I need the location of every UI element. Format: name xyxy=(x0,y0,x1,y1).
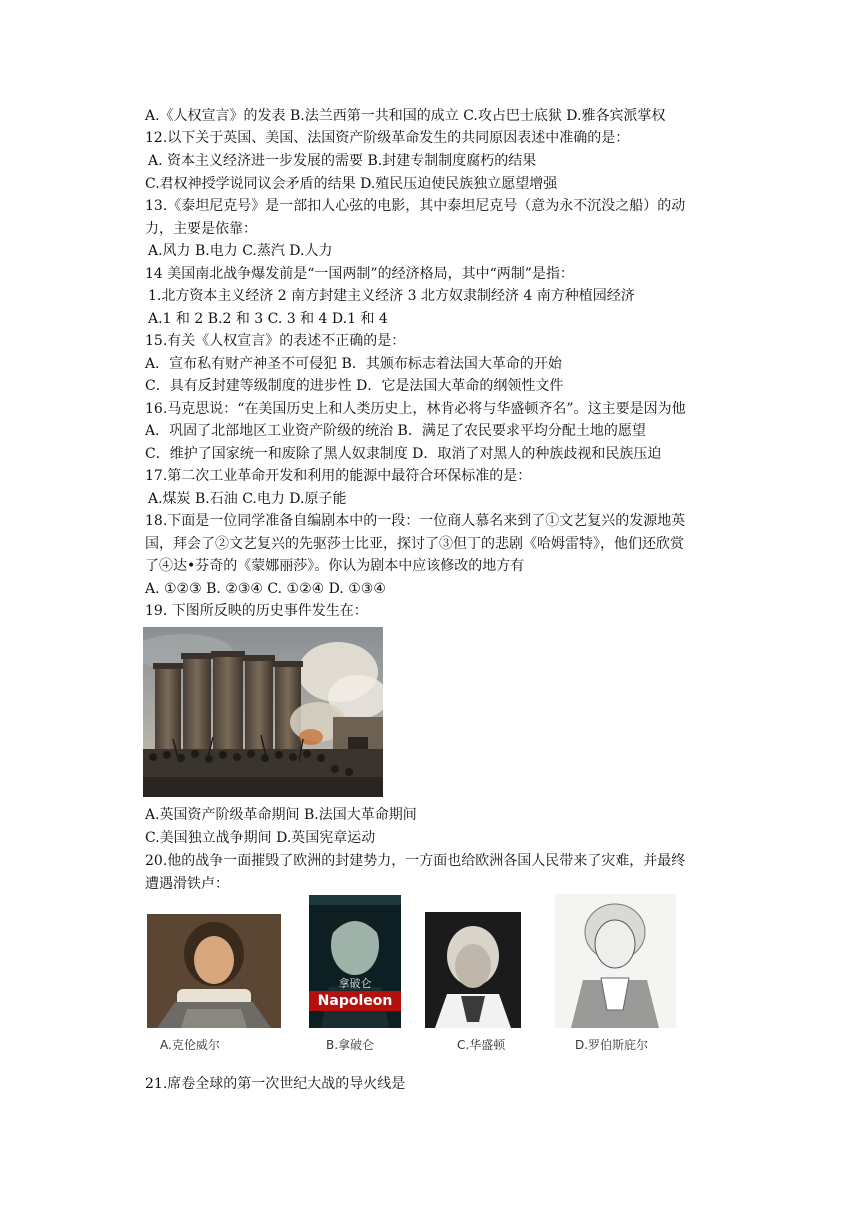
question-20: 20.他的战争一面摧毁了欧洲的封建势力，一方面也给欧洲各国人民带来了灾难，并最终 xyxy=(145,853,686,869)
statements-q14: 1.北方资本主义经济 2 南方封建主义经济 3 北方奴隶制经济 4 南方种植园经济 xyxy=(148,288,635,304)
option-line-q11: A.《人权宣言》的发表 B.法兰西第一共和国的成立 C.攻占巴士底狱 D.雅各宾派掌权 xyxy=(145,108,666,124)
portrait-cromwell xyxy=(147,914,281,1028)
portrait-napoleon xyxy=(309,895,401,1028)
caption-cromwell: A.克伦威尔 xyxy=(160,1038,220,1052)
question-13-cont: 力，主要是依靠： xyxy=(145,221,257,237)
question-12: 12.以下关于英国、美国、法国资产阶级革命发生的共同原因表述中准确的是： xyxy=(145,130,630,146)
question-18: 18.下面是一位同学准备自编剧本中的一段：一位商人慕名来到了①文艺复兴的发源地英 xyxy=(145,513,686,529)
caption-robespierre: D.罗伯斯庇尔 xyxy=(575,1038,649,1052)
options-q13: A.风力 B.电力 C.蒸汽 D.人力 xyxy=(148,243,333,259)
options-q19-cd: C.美国独立战争期间 D.英国宪章运动 xyxy=(145,830,376,846)
options-q12-cd: C.君权神授学说同议会矛盾的结果 D.殖民压迫使民族独立愿望增强 xyxy=(145,176,558,192)
bastille-illustration-graphic xyxy=(143,627,383,797)
options-q15-cd: C．具有反封建等级制度的进步性 D．它是法国大革命的纲领性文件 xyxy=(145,378,564,394)
options-q14: A.1 和 2 B.2 和 3 C. 3 和 4 D.1 和 4 xyxy=(148,311,388,327)
bastille-illustration xyxy=(143,627,383,797)
options-q19-ab: A.英国资产阶级革命期间 B.法国大革命期间 xyxy=(145,807,417,823)
portrait-robespierre xyxy=(555,894,676,1028)
options-q16-ab: A．巩固了北部地区工业资产阶级的统治 B．满足了农民要求平均分配土地的愿望 xyxy=(145,423,646,439)
options-q15-ab: A．宣布私有财产神圣不可侵犯 B．其颁布标志着法国大革命的开始 xyxy=(145,356,562,372)
options-q17: A.煤炭 B.石油 C.电力 D.原子能 xyxy=(148,491,347,507)
options-q18: A. ①②③ B. ②③④ C. ①②④ D. ①③④ xyxy=(145,581,386,597)
portrait-robespierre-graphic xyxy=(555,894,676,1028)
question-18-cont-1: 国，拜会了②文艺复兴的先驱莎士比亚，探讨了③但丁的悲剧《哈姆雷特》，他们还欣赏 xyxy=(145,536,684,552)
question-16: 16.马克思说：“在美国历史上和人类历史上，林肯必将与华盛顿齐名”。这主要是因为他 xyxy=(145,401,686,417)
napoleon-banner: Napoleon xyxy=(309,991,401,1011)
question-21: 21.席卷全球的第一次世纪大战的导火线是 xyxy=(145,1076,406,1092)
question-15: 15.有关《人权宣言》的表述不正确的是： xyxy=(145,333,406,349)
question-17: 17.第二次工业革命开发和利用的能源中最符合环保标准的是： xyxy=(145,468,532,484)
caption-washington: C.华盛顿 xyxy=(457,1038,506,1052)
napoleon-banner-cn: 拿破仑 xyxy=(338,977,372,990)
portrait-washington xyxy=(425,912,521,1028)
options-q12-ab: A. 资本主义经济进一步发展的需要 B.封建专制制度腐朽的结果 xyxy=(148,153,537,169)
portrait-cromwell-graphic xyxy=(147,914,281,1028)
question-19: 19. 下图所反映的历史事件发生在： xyxy=(145,603,368,619)
question-14: 14 美国南北战争爆发前是“一国两制”的经济格局，其中“两制”是指： xyxy=(145,266,574,282)
question-18-cont-2: 了④达•芬奇的《蒙娜丽莎》。你认为剧本中应该修改的地方有 xyxy=(145,558,525,574)
caption-napoleon: B.拿破仑 xyxy=(326,1038,375,1052)
portrait-washington-graphic xyxy=(425,912,521,1028)
question-20-cont: 遭遇滑铁卢： xyxy=(145,876,229,892)
options-q16-cd: C．维护了国家统一和废除了黑人奴隶制度 D．取消了对黑人的种族歧视和民族压迫 xyxy=(145,446,662,462)
question-13: 13.《泰坦尼克号》是一部扣人心弦的电影，其中泰坦尼克号（意为永不沉没之船）的动 xyxy=(145,198,686,214)
